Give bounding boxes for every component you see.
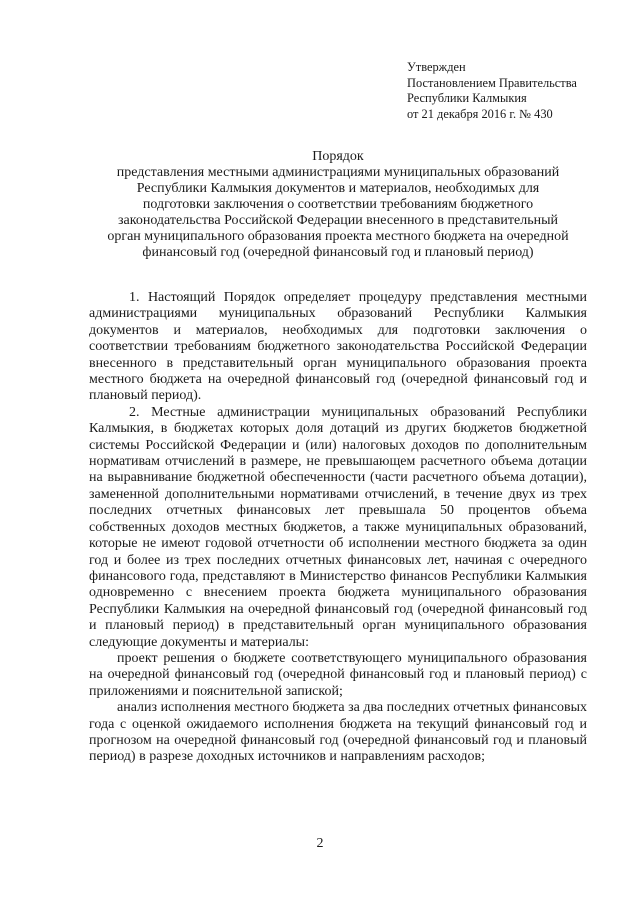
approval-line: Республики Калмыкия <box>407 91 527 105</box>
paragraph-1: 1. Настоящий Порядок определяет процедуру представления местными администрациями муниципальных образований Республики Калмыкия документов и материалов, необходимых для подготовки заключения о соответствии требованиям бюджетного законодательства Российской Федерации внесенного в представительный орган муниципального образования проекта местного бюджета на очередной финансовый год (очередной финансовый год и плановый период). <box>89 290 587 404</box>
approval-stamp <box>407 60 632 122</box>
title-line: подготовки заключения о соответствии требованиям бюджетного <box>142 197 534 212</box>
title-line: финансовый год (очередной финансовый год и плановый период) <box>142 245 534 260</box>
paragraph-list-item: проект решения о бюджете соответствующего муниципального образования на очередной финансовый год (очередной финансовый год и плановый период) с приложениями и пояснительной запиской; <box>89 650 587 699</box>
title-heading: Порядок <box>312 149 364 164</box>
title-line: орган муниципального образования проекта местного бюджета на очередной <box>107 229 569 244</box>
title-line: представления местными администрациями муниципальных образований <box>116 165 560 180</box>
paragraph-list-item: анализ исполнения местного бюджета за два последних отчетных финансовых года с оценкой ожидаемого исполнения бюджета на текущий финансовый год и прогнозом на очередной финансовый год (очередной финансовый год и плановый период) в разрезе доходных источников и направлениям расходов; <box>89 700 587 765</box>
title-line: Республики Калмыкия документов и материалов, необходимых для <box>136 181 540 196</box>
approval-line: от 21 декабря 2016 г. № 430 <box>407 106 553 121</box>
document-body <box>89 290 587 766</box>
paragraph-2: 2. Местные администрации муниципальных образований Республики Калмыкия, в бюджетах которых доля дотаций из других бюджетов бюджетной системы Российской Федерации и (или) налоговых доходов по дополнительным нормативам отчислений в размере, не превышающем расчетного объема дотации на выравнивание бюджетной обеспеченности (части расчетного объема дотации), замененной дополнительными нормативами отчислений, в течение двух из трех последних отчетных финансовых лет превышала 50 процентов объема собственных доходов местных бюджетов, а также муниципальных образований, которые не имеют годовой отчетности об исполнении местного бюджета за один год и более из трех последних отчетных финансовых лет, начиная с очередного финансового года, представляют в Министерство финансов Республики Калмыкия одновременно с внесением проекта бюджета муниципального образования Республики Калмыкия на очередной финансовый год (очередной финансовый год и плановый период) в представительный орган муниципального образования следующие документы и материалы: <box>89 404 587 650</box>
approval-line: Утвержден <box>407 60 466 74</box>
document-title <box>82 149 594 261</box>
title-line: законодательства Российской Федерации внесенного в представительный <box>118 213 558 228</box>
approval-line: Постановлением Правительства <box>407 75 577 90</box>
page-number: 2 <box>316 836 324 851</box>
